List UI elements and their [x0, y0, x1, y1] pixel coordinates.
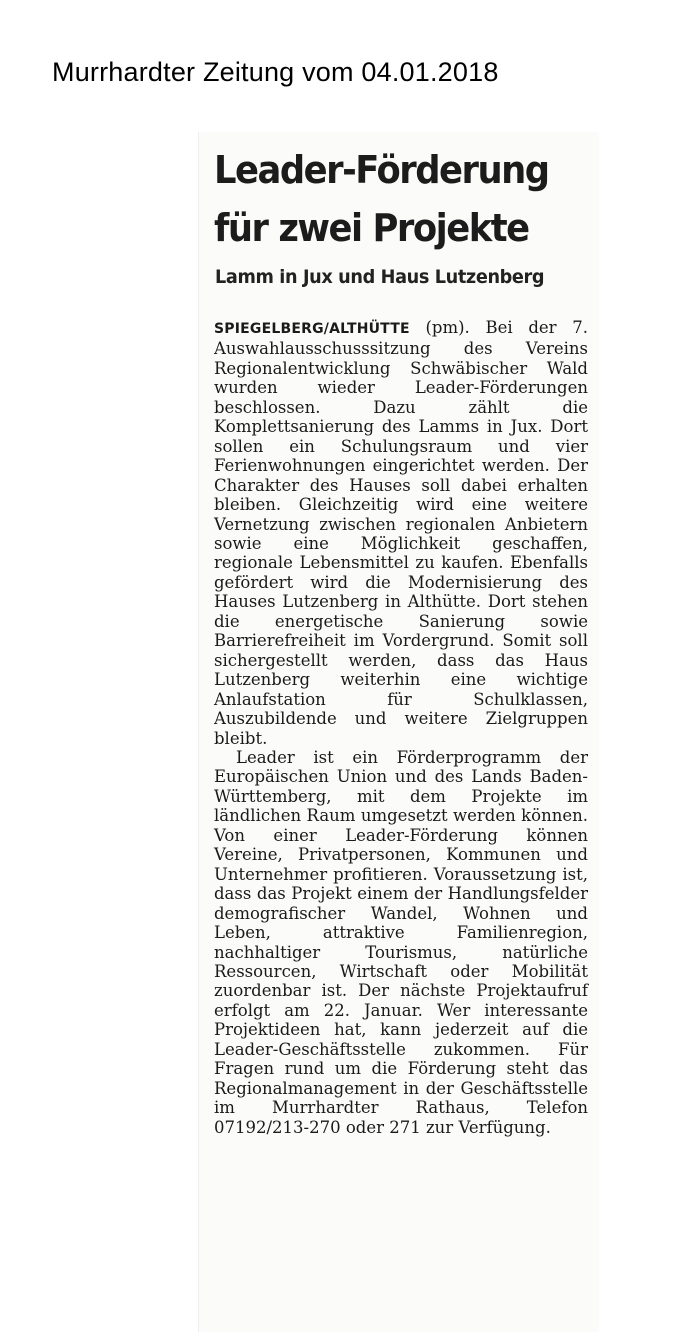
- paragraph-1-text: (pm). Bei der 7. Auswahlausschusssitzung des Vereins Regionalentwicklung Schwäbischer Wald wurden wieder Leader-Förderungen beschlossen. Dazu zählt die Komplettsanierung des Lamms in Jux. Dort sollen ein Schulungsraum und vier Ferienwohnungen eingerichtet werden. Der Charakter des Hauses soll dabei erhalten bleiben. Gleichzeitig wird eine weitere Vernetzung zwischen regionalen Anbietern sowie eine Möglichkeit geschaffen, regionale Lebensmittel zu kaufen. Ebenfalls gefördert wird die Modernisierung des Hauses Lutzenberg in Althütte. Dort stehen die energetische Sanierung sowie Barrierefreiheit im Vordergrund. Somit soll sichergestellt werden, dass das Haus Lutzenberg weiterhin eine wichtige Anlaufstation für Schulklassen, Auszubildende und weitere Zielgruppen bleibt.: [214, 318, 588, 748]
- article-dateline: SPIEGELBERG/ALTHÜTTE: [214, 321, 410, 337]
- article-subheadline: Lamm in Jux und Haus Lutzenberg: [215, 266, 545, 288]
- headline-line-2: für zwei Projekte: [214, 206, 529, 250]
- article-headline: [214, 141, 567, 257]
- article-body: [214, 318, 588, 1137]
- paragraph-1: [214, 318, 588, 748]
- paragraph-2: Leader ist ein Förderprogramm der Europäischen Union und des Lands Baden-Württemberg, mit dem Projekte im ländlichen Raum umgesetzt werden können. Von einer Leader-Förderung können Vereine, Privatpersonen, Kommunen und Unternehmer profitieren. Voraussetzung ist, dass das Projekt einem der Handlungsfelder demografischer Wandel, Wohnen und Leben, attraktive Familienregion, nachhaltiger Tourismus, natürliche Ressourcen, Wirtschaft oder Mobilität zuordenbar ist. Der nächste Projektaufruf erfolgt am 22. Januar. Wer interessante Projektideen hat, kann jederzeit auf die Leader-Geschäftsstelle zukommen. Für Fragen rund um die Förderung steht das Regionalmanagement in der Geschäftsstelle im Murrhardter Rathaus, Telefon 07192/213-270 oder 271 zur Verfügung.: [214, 747, 588, 1137]
- page-header-source-date: Murrhardter Zeitung vom 04.01.2018: [52, 57, 499, 87]
- headline-line-1: Leader-Förderung: [214, 148, 549, 192]
